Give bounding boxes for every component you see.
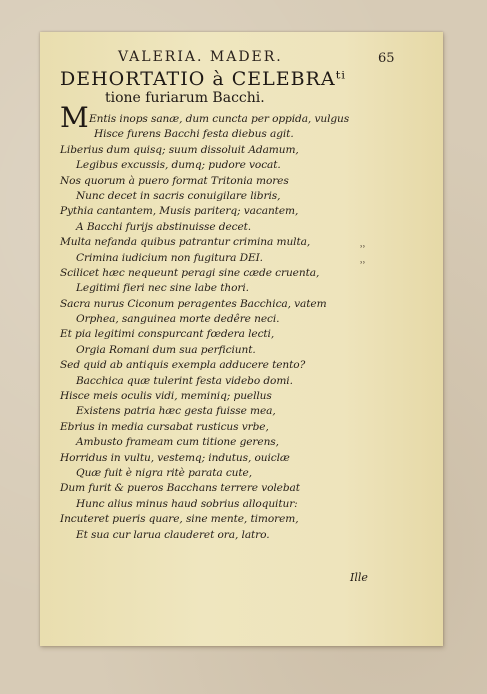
poem-line: Existens patria hæc gesta fuisse mea, — [76, 405, 276, 418]
poem-line: Et sua cur larua clauderet ora, latro. — [76, 528, 270, 541]
poem-line: Multa nefanda quibus patrantur crimina multa, — [60, 236, 311, 249]
poem-body — [60, 112, 390, 543]
poem-line: Ambusto frameam cum titione gerens, — [76, 436, 279, 449]
poem-line: Hisce meis oculis vidi, meminiq; puellus — [60, 390, 272, 403]
poem-line: Nos quorum à puero format Tritonia mores — [60, 174, 289, 187]
margin-mark: ˒˒ — [360, 259, 366, 269]
poem-line: A Bacchi furijs abstinuisse decet. — [76, 220, 252, 233]
poem-line: Quæ fuit è nigra ritè parata cute, — [76, 466, 252, 479]
poem-line: Nunc decet in sacris conuigilare libris, — [76, 189, 281, 202]
poem-line: Orphea, sanguinea morte dedêre neci. — [76, 313, 280, 326]
poem-line: Bacchica quæ tulerint festa videbo domi. — [76, 374, 293, 387]
drop-capital: M — [60, 101, 89, 134]
poem-line: Et pia legitimi conspurcant fœdera lecti, — [60, 328, 275, 341]
poem-line: Ebrius in media cursabat rusticus vrbe, — [60, 420, 269, 433]
poem-line: Dum furit & pueros Bacchans terrere volebat — [60, 482, 300, 495]
poem-line: Legitimi fieri nec sine labe thori. — [76, 282, 249, 295]
poem-line: Sed quid ab antiquis exempla adducere tento? — [60, 359, 306, 372]
page-number: 65 — [378, 51, 395, 66]
poem-line: Hisce furens Bacchi festa diebus agit. — [94, 128, 294, 141]
poem-line: Orgia Romani dum sua perficiunt. — [76, 343, 256, 356]
poem-line: Crimina iudicium non fugitura DEI. — [76, 251, 263, 264]
poem-title-line-2: tione furiarum Bacchi. — [105, 90, 265, 106]
catchword: Ille — [350, 571, 368, 584]
poem-line: Horridus in vultu, vestemq; indutus, ouiclæ — [60, 451, 290, 464]
page-content — [40, 32, 443, 646]
poem-line: Pythia cantantem, Musis pariterq; vacantem, — [60, 205, 299, 218]
poem-line: Legibus excussis, dumq; pudore vocat. — [76, 159, 281, 172]
poem-line: Hunc alius minus haud sobrius alloquitur: — [76, 497, 298, 510]
poem-line: Sacra nurus Ciconum peragentes Bacchica, vatem — [60, 297, 327, 310]
poem-line: Entis inops sanæ, dum cuncta per oppida, vulgus — [89, 113, 350, 125]
poem-title-line-1: DEHORTATIO à CELEBRAᵗⁱ — [60, 68, 347, 90]
margin-mark: ˒˒ — [360, 243, 366, 253]
poem-line: Scilicet hæc nequeunt peragi sine cæde cruenta, — [60, 266, 320, 279]
running-head: VALERIA. MADER. — [118, 49, 283, 65]
poem-line: Liberius dum quisq; suum dissoluit Adamum, — [60, 143, 299, 156]
poem-line: Incuteret pueris quare, sine mente, timorem, — [60, 513, 299, 526]
book-page — [40, 32, 443, 646]
